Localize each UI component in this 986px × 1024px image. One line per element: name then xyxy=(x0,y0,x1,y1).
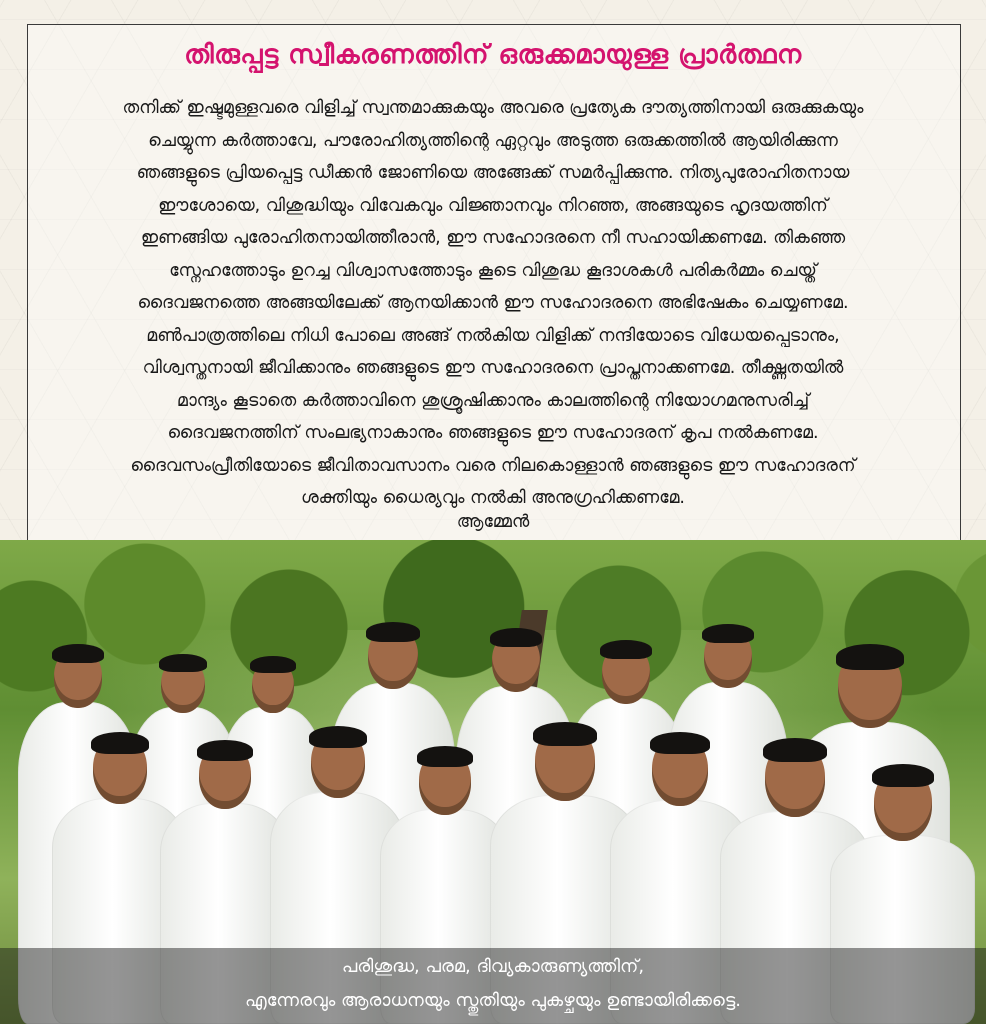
hair xyxy=(91,732,149,754)
hair xyxy=(763,738,827,762)
hair xyxy=(600,640,652,659)
prayer-line: വിശ്വസ്തനായി ജീവിക്കാനും ഞങ്ങളുടെ ഈ സഹോദരനെ പ്രാപ്തനാക്കണമേ. തീക്ഷ്ണതയിൽ xyxy=(142,358,844,378)
hair xyxy=(52,644,104,663)
prayer-line: ദൈവജനത്തെ അങ്ങയിലേക്ക് ആനയിക്കാൻ ഈ സഹോദരനെ അഭിഷേകം ചെയ്യണമേ. xyxy=(137,293,849,313)
caption-line-1: പരിശുദ്ധ, പരമ, ദിവ്യകാരുണ്യത്തിന്, xyxy=(341,956,645,977)
caption-line-2: എന്നേരവും ആരാധനയും സ്തുതിയും പുകഴ്ചയും ഉണ്ടായിരിക്കട്ടെ. xyxy=(245,990,741,1011)
prayer-body xyxy=(50,92,936,515)
hair xyxy=(366,622,420,642)
hair xyxy=(309,726,367,748)
prayer-line: ഇണങ്ങിയ പുരോഹിതനായിത്തീരാൻ, ഈ സഹോദരനെ നീ സഹായിക്കണമേ. തികഞ്ഞ xyxy=(140,228,846,248)
prayer-line: സ്നേഹത്തോടും ഉറച്ച വിശ്വാസത്തോടും കൂടെ വിശുദ്ധ കൂദാശകൾ പരികർമ്മം ചെയ്ത് xyxy=(169,260,817,281)
prayer-line: മാന്ദ്യം കൂടാതെ കർത്താവിനെ ശുശ്രൂഷിക്കാനും കാലത്തിന്റെ നിയോഗമനുസരിച്ച് xyxy=(176,390,810,411)
prayer-line: മൺപാത്രത്തിലെ നിധി പോലെ അങ്ങ് നൽകിയ വിളിക്ക് നന്ദിയോടെ വിധേയപ്പെടാനും, xyxy=(146,325,840,346)
hair xyxy=(417,746,473,767)
hair xyxy=(650,732,710,754)
hair xyxy=(872,764,934,787)
prayer-line: ചെയ്യുന്ന കർത്താവേ, പൗരോഹിത്യത്തിന്റെ ഏറ്റവും അടുത്ത ഒരുക്കത്തിൽ ആയിരിക്കുന്ന xyxy=(148,130,838,151)
hair xyxy=(250,656,296,673)
prayer-line: തനിക്ക് ഇഷ്ടമുള്ളവരെ വിളിച്ച് സ്വന്തമാക്കുകയും അവരെ പ്രത്യേക ദൗത്യത്തിനായി ഒരുക്കുകയും xyxy=(122,98,864,118)
prayer-line: ഈശോയെ, വിശുദ്ധിയും വിവേകവും വിജ്ഞാനവും നിറഞ്ഞ, അങ്ങയുടെ ഹൃദയത്തിന് xyxy=(158,195,828,216)
prayer-line: ഞങ്ങളുടെ പ്രിയപ്പെട്ട ഡീക്കൻ ജോണിയെ അങ്ങേക്ക് സമർപ്പിക്കുന്നു. നിത്യപുരോഹിതനായ xyxy=(136,163,850,183)
hair xyxy=(702,624,754,643)
hair xyxy=(533,722,597,746)
hair xyxy=(836,644,904,670)
prayer-line: ദൈവജനത്തിന് സംലഭ്യനാകാനും ഞങ്ങളുടെ ഈ സഹോദരന് കൃപ നൽകണമേ. xyxy=(167,423,819,443)
prayer-line: ദൈവസംപ്രീതിയോടെ ജീവിതാവസാനം വരെ നിലകൊള്ളാൻ ഞങ്ങളുടെ ഈ സഹോദരന് xyxy=(130,455,856,476)
hair xyxy=(490,628,542,647)
amen-text: ആമ്മേൻ xyxy=(456,512,530,532)
hair xyxy=(159,654,207,672)
prayer-title: തിരുപ്പട്ട സ്വീകരണത്തിന് ഒരുക്കമായുള്ള പ്രാർത്ഥന xyxy=(184,40,802,70)
prayer-line: ശക്തിയും ധൈര്യവും നൽകി അനുഗ്രഹിക്കണമേ. xyxy=(301,488,685,508)
hair xyxy=(197,740,253,761)
